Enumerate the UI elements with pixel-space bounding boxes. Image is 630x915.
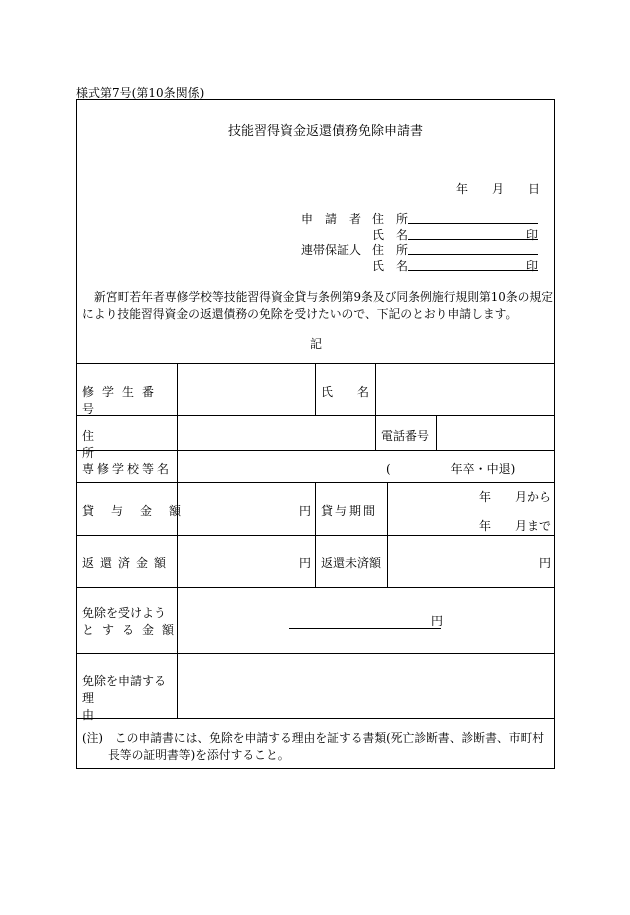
- label-school: 専修学校等名: [82, 462, 173, 476]
- label-exempt-amount-l2: とする金額: [82, 623, 183, 637]
- guarantor-address-line: [408, 254, 538, 255]
- applicant-name-line: [408, 239, 538, 240]
- repaid-yen: 円: [299, 556, 312, 570]
- exempt-yen: 円: [431, 614, 444, 628]
- period-from: 年 月から: [479, 490, 552, 504]
- form-number: 様式第7号(第10条関係): [76, 86, 205, 100]
- guarantor-role: 連帯保証人: [301, 243, 362, 257]
- body-text-line1: 新宮町若年者専修学校等技能習得資金貸与条例第9条及び同条例施行規則第10条の規定: [94, 290, 554, 304]
- school-suffix: ( 年卒・中退): [386, 462, 516, 476]
- date-year: 年: [456, 182, 469, 196]
- col-line-label: [177, 363, 178, 718]
- label-repaid: 返還済金額: [82, 556, 173, 570]
- col-line-phone-label: [375, 415, 376, 450]
- note-line2: 長等の証明書等)を添付すること。: [108, 748, 290, 762]
- applicant-role: 申 請 者: [301, 212, 362, 226]
- label-unpaid: 返還未済額: [321, 556, 382, 570]
- applicant-name-label: 氏 名: [372, 228, 409, 242]
- date-month: 月: [492, 182, 505, 196]
- label-address: 住所: [82, 429, 159, 460]
- label-loan-amount: 貸与金額: [82, 504, 199, 518]
- applicant-seal: 印: [526, 228, 539, 242]
- label-phone: 電話番号: [381, 429, 430, 443]
- loan-yen: 円: [299, 504, 312, 518]
- col-line-period-value: [387, 482, 388, 587]
- label-exempt-reason-l2: 理由: [82, 691, 159, 722]
- body-text-line2: により技能習得資金の返還債務の免除を受けたいので、下記のとおり申請します。: [82, 307, 518, 321]
- guarantor-name-label: 氏 名: [372, 259, 409, 273]
- form-title: 技能習得資金返還債務免除申請書: [228, 124, 424, 139]
- row-line-6: [76, 587, 555, 588]
- ki-label: 記: [310, 337, 323, 351]
- row-line-7: [76, 653, 555, 654]
- applicant-address-line: [408, 223, 538, 224]
- col-line-phone-value: [436, 415, 437, 450]
- guarantor-name-line: [408, 270, 538, 271]
- date-day: 日: [528, 182, 541, 196]
- col-line-name-label: [315, 363, 316, 415]
- label-student-no: 修学生番号: [82, 385, 163, 416]
- label-loan-period: 貸与期間: [321, 504, 378, 518]
- guarantor-address-label: 住 所: [372, 243, 409, 257]
- applicant-address-label: 住 所: [372, 212, 409, 226]
- label-exempt-reason-l1: 免除を申請する: [82, 674, 167, 688]
- note-line1: (注) この申請書には、免除を申請する理由を証する書類(死亡診断書、診断書、市町村: [82, 731, 545, 745]
- label-name: 氏 名: [321, 385, 370, 399]
- period-to: 年 月まで: [479, 519, 552, 533]
- col-line-name-value: [375, 363, 376, 415]
- unpaid-yen: 円: [539, 556, 552, 570]
- col-line-period-label: [315, 482, 316, 587]
- exempt-amount-line: [289, 628, 441, 629]
- guarantor-seal: 印: [526, 259, 539, 273]
- label-exempt-amount-l1: 免除を受けよう: [82, 606, 167, 620]
